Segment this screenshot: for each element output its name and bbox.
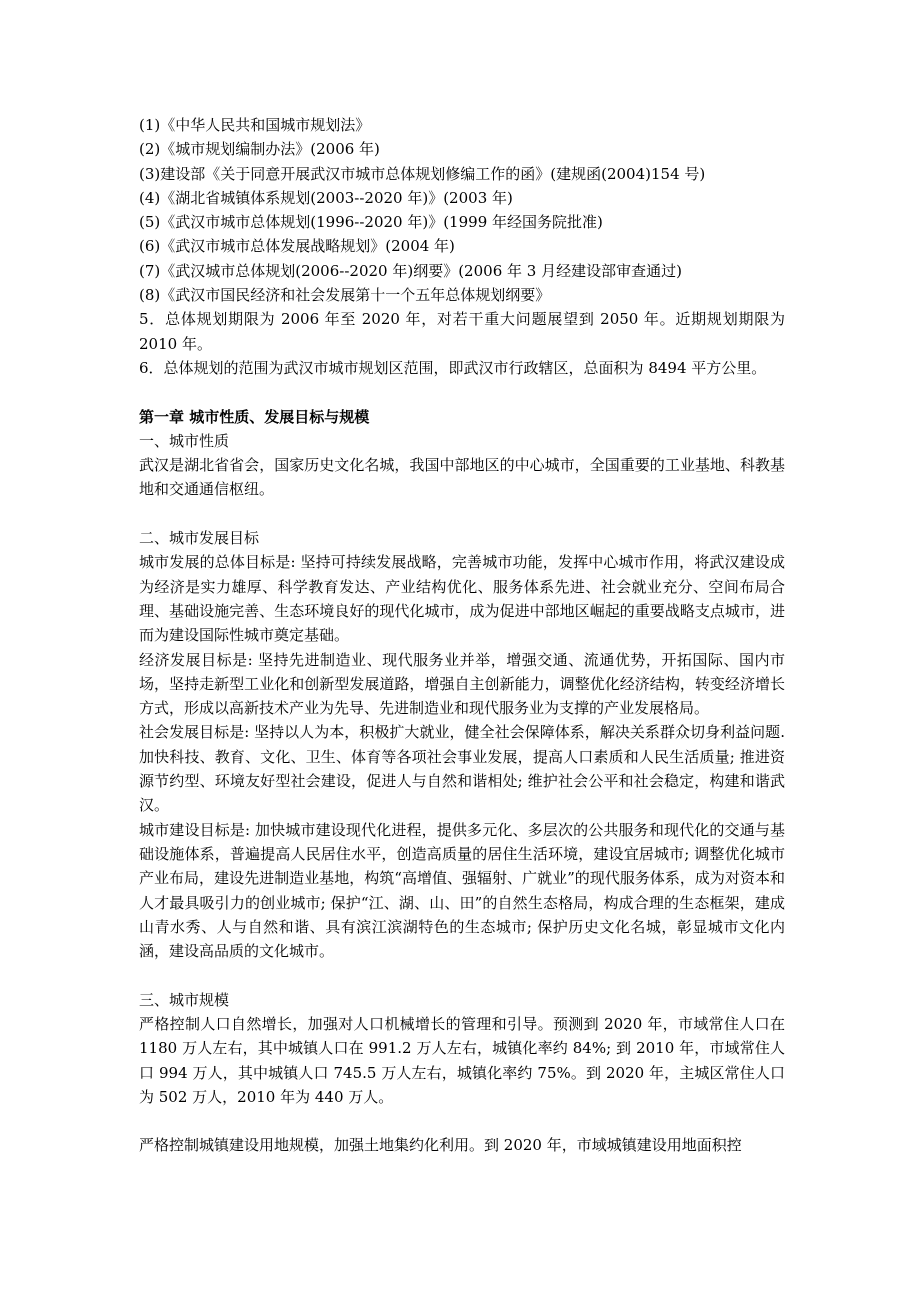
chapter-title: 第一章 城市性质、发展目标与规模: [139, 407, 370, 426]
reference-item: (8)《武汉市国民经济和社会发展第十一个五年总体规划纲要》: [139, 286, 551, 305]
reference-item: (5)《武汉市城市总体规划(1996--2020 年)》(1999 年经国务院批准): [139, 213, 603, 232]
reference-item: (2)《城市规划编制办法》(2006 年): [139, 140, 380, 159]
section-title-scale: 三、城市规模: [139, 990, 230, 1009]
population-paragraph: 严格控制人口自然增长，加强对人口机械增长的管理和引导。预测到 2020 年，市域常住人口在 1180 万人左右，其中城镇人口在 991.2 万人左右，城镇化率约 84%; 到 2010 年，市域常住人口 994 万人，其中城镇人口 745.5 万人左右，城镇化率约 75%。到 2020 年，主城区常住人口为 502 万人，2010 年为 440 万人。: [139, 1014, 785, 1106]
reference-item: (1)《中华人民共和国城市规划法》: [139, 116, 371, 134]
spacer: [139, 1109, 785, 1133]
reference-item: (6)《武汉市城市总体发展战略规划》(2004 年): [139, 237, 455, 256]
reference-list: [139, 113, 785, 307]
planning-scope-paragraph: 6．总体规划的范围为武汉市城市规划区范围，即武汉市行政辖区，总面积为 8494 平方公里。: [139, 358, 767, 377]
economic-goal-paragraph: 经济发展目标是: 坚持先进制造业、现代服务业并举，增强交通、流通优势，开拓国际、国内市场，坚持走新型工业化和创新型发展道路，增强自主创新能力，调整优化经济结构，转变经济增长方式，形成以高新技术产业为先导、先进制造业和现代服务业为支撑的产业发展格局。: [139, 650, 785, 718]
reference-item: (3)建设部《关于同意开展武汉市城市总体规划修编工作的函》(建规函(2004)154 号): [139, 164, 706, 183]
land-paragraph: 严格控制城镇建设用地规模，加强土地集约化利用。到 2020 年，市域城镇建设用地面积控: [139, 1136, 742, 1155]
spacer: [139, 502, 785, 526]
spacer: [139, 380, 785, 404]
reference-item: (7)《武汉城市总体规划(2006--2020 年)纲要》(2006 年 3 月经建设部审查通过): [139, 261, 682, 280]
spacer: [139, 963, 785, 987]
section-title-nature: 一、城市性质: [139, 431, 230, 450]
overall-goal-paragraph: 城市发展的总体目标是: 坚持可持续发展战略，完善城市功能，发挥中心城市作用，将武汉建设成为经济是实力雄厚、科学教育发达、产业结构优化、服务体系先进、社会就业充分、空间布局合理、基础设施完善、生态环境良好的现代化城市，成为促进中部地区崛起的重要战略支点城市，进而为建设国际性城市奠定基础。: [139, 553, 785, 645]
reference-item: (4)《湖北省城镇体系规划(2003--2020 年)》(2003 年): [139, 188, 513, 207]
construction-goal-paragraph: 城市建设目标是: 加快城市建设现代化进程，提供多元化、多层次的公共服务和现代化的交通与基础设施体系，普遍提高人民居住水平，创造高质量的居住生活环境，建设宜居城市; 调整优化城市产业布局，建设先进制造业基地，构筑“高增值、强辐射、广就业”的现代服务体系，成为对资本和人才最具吸引力的创业城市; 保护“江、湖、山、田”的自然生态格局，构成合理的生态框架，建成山青水秀、人与自然和谐、具有滨江滨湖特色的生态城市; 保护历史文化名城，彰显城市文化内涵，建设高品质的文化城市。: [139, 820, 785, 961]
planning-period-paragraph: 5．总体规划期限为 2006 年至 2020 年，对若干重大问题展望到 2050 年。近期规划期限为 2010 年。: [139, 310, 785, 353]
section-title-goals: 二、城市发展目标: [139, 529, 260, 548]
document-page: [139, 113, 785, 1158]
social-goal-paragraph: 社会发展目标是: 坚持以人为本，积极扩大就业，健全社会保障体系，解决关系群众切身利益问题. 加快科技、教育、文化、卫生、体育等各项社会事业发展，提高人口素质和人民生活质量; 推进资源节约型、环境友好型社会建设，促进人与自然和谐相处; 维护社会公平和社会稳定，构建和谐武汉。: [139, 723, 785, 815]
nature-paragraph: 武汉是湖北省省会，国家历史文化名城，我国中部地区的中心城市，全国重要的工业基地、科教基地和交通通信枢纽。: [139, 456, 785, 499]
